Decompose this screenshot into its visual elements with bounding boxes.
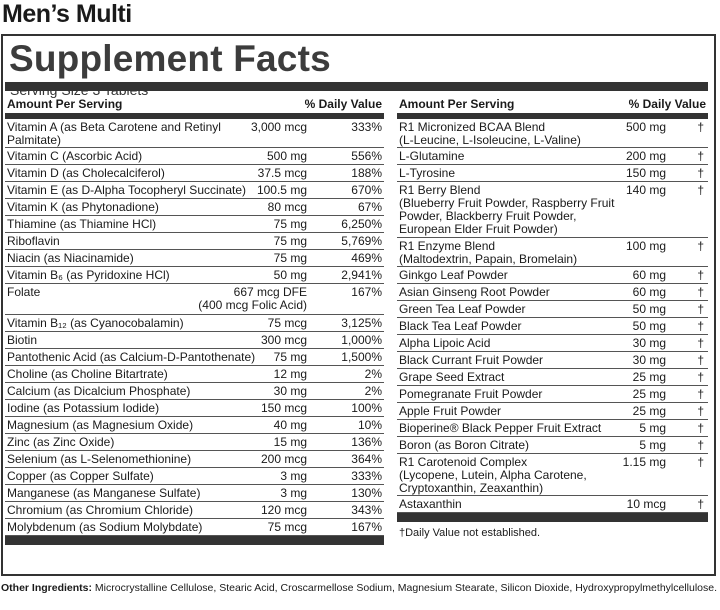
ingredient-amount: 80 mcg (267, 200, 307, 214)
ingredient-amount: 1.15 mg (622, 455, 666, 469)
daily-value-percent: † (697, 404, 704, 418)
daily-value-percent: † (697, 336, 704, 350)
ingredient-name: Biotin (7, 333, 38, 347)
left-nutrient-rows (5, 119, 384, 536)
ingredient-name: Molybdenum (as Sodium Molybdate) (7, 520, 203, 534)
daily-value-percent: 6,250% (341, 217, 382, 231)
ingredient-amount: 500 mg (266, 149, 307, 163)
ingredient-name: L-Glutamine (399, 149, 465, 163)
table-row (397, 352, 708, 369)
table-row (5, 250, 384, 267)
daily-value-percent: 2,941% (341, 268, 382, 282)
ingredient-amount: 50 mg (632, 319, 666, 333)
table-row (5, 400, 384, 417)
ingredient-name: Boron (as Boron Citrate) (399, 438, 530, 452)
ingredient-amount: 3 mg (280, 469, 307, 483)
ingredient-amount: 30 mg (632, 336, 666, 350)
table-row (397, 119, 708, 148)
ingredient-name: R1 Berry Blend (Blueberry Fruit Powder, Raspberry Fruit Powder, Blackberry Fruit Powder, European Elder Fruit Powder) (399, 183, 615, 236)
ingredient-name: Ginkgo Leaf Powder (399, 268, 508, 282)
daily-value-percent: 343% (351, 503, 382, 517)
right-ingredient-column (397, 96, 708, 539)
daily-value-heading: % Daily Value (304, 97, 382, 111)
table-row (5, 485, 384, 502)
ingredient-name: Calcium (as Dicalcium Phosphate) (7, 384, 191, 398)
ingredient-name: Iodine (as Potassium Iodide) (7, 401, 160, 415)
ingredient-name: Alpha Lipoic Acid (399, 336, 491, 350)
daily-value-percent: 2% (364, 384, 382, 398)
daily-value-percent: † (697, 268, 704, 282)
daily-value-percent: 167% (351, 285, 382, 299)
table-row (5, 502, 384, 519)
daily-value-percent: † (697, 370, 704, 384)
daily-value-percent: 333% (351, 120, 382, 134)
right-bottom-bar (397, 513, 708, 522)
ingredient-amount: 50 mg (632, 302, 666, 316)
other-ingredients-text: Microcrystalline Cellulose, Stearic Acid, Croscarmellose Sodium, Magnesium Stearate, Silicon Dioxide, Hydroxypropylmethylcellulose. (92, 582, 718, 594)
right-ingredient-rows (397, 119, 708, 513)
ingredient-amount: 25 mg (632, 404, 666, 418)
table-row (5, 349, 384, 366)
table-row (5, 468, 384, 485)
ingredient-name: Choline (as Choline Bitartrate) (7, 367, 168, 381)
ingredient-amount: 75 mg (273, 234, 307, 248)
ingredient-amount: 30 mg (273, 384, 307, 398)
ingredient-amount: 25 mg (632, 387, 666, 401)
daily-value-percent: 10% (357, 418, 382, 432)
ingredient-amount: 200 mg (625, 149, 666, 163)
daily-value-percent: 333% (351, 469, 382, 483)
ingredient-amount: 200 mcg (260, 452, 307, 466)
daily-value-percent: 469% (351, 251, 382, 265)
other-ingredients (1, 582, 717, 594)
daily-value-percent: † (697, 302, 704, 316)
ingredient-name: Copper (as Copper Sulfate) (7, 469, 154, 483)
ingredient-name: Bioperine® Black Pepper Fruit Extract (399, 421, 602, 435)
ingredient-name: Chromium (as Chromium Chloride) (7, 503, 194, 517)
amount-per-serving-heading: Amount Per Serving (399, 97, 515, 111)
table-row (397, 182, 708, 238)
ingredient-name: Vitamin K (as Phytonadione) (7, 200, 159, 214)
daily-value-percent: 188% (351, 166, 382, 180)
ingredient-name: R1 Enzyme Blend (Maltodextrin, Papain, Bromelain) (399, 239, 578, 266)
ingredient-name: Folate (7, 285, 41, 299)
table-row (397, 267, 708, 284)
ingredient-amount: 60 mg (632, 285, 666, 299)
ingredient-name: Green Tea Leaf Powder (399, 302, 526, 316)
ingredient-name: Magnesium (as Magnesium Oxide) (7, 418, 194, 432)
table-row (5, 267, 384, 284)
daily-value-percent: † (697, 149, 704, 163)
product-name: Men’s Multi (2, 0, 132, 28)
table-row (397, 454, 708, 496)
daily-value-heading: % Daily Value (628, 97, 706, 111)
ingredient-name: Vitamin D (as Cholecalciferol) (7, 166, 165, 180)
ingredient-name: Asian Ginseng Root Powder (399, 285, 550, 299)
daily-value-percent: 130% (351, 486, 382, 500)
ingredient-amount: 120 mcg (260, 503, 307, 517)
table-row (397, 496, 708, 513)
table-row (5, 165, 384, 182)
table-row (5, 216, 384, 233)
ingredient-name: Vitamin C (Ascorbic Acid) (7, 149, 143, 163)
table-row (397, 403, 708, 420)
table-row (397, 165, 708, 182)
ingredient-name: Apple Fruit Powder (399, 404, 502, 418)
ingredient-amount: 75 mcg (267, 316, 307, 330)
ingredient-name: Selenium (as L-Selenomethionine) (7, 452, 192, 466)
left-column-header (5, 96, 384, 119)
ingredient-amount: 10 mcg (626, 497, 666, 511)
other-ingredients-label: Other Ingredients: (1, 582, 93, 594)
top-divider-bar (5, 82, 708, 91)
ingredient-name: Astaxanthin (399, 497, 462, 511)
ingredient-amount: 300 mcg (260, 333, 307, 347)
table-row (5, 119, 384, 148)
right-column-header (397, 96, 708, 119)
ingredient-amount: 37.5 mcg (257, 166, 307, 180)
table-row (397, 420, 708, 437)
table-row (5, 182, 384, 199)
ingredient-amount: 30 mg (632, 353, 666, 367)
ingredient-amount: 12 mg (273, 367, 307, 381)
daily-value-percent: 364% (351, 452, 382, 466)
ingredient-name: Zinc (as Zinc Oxide) (7, 435, 115, 449)
ingredient-name: Black Currant Fruit Powder (399, 353, 544, 367)
daily-value-percent: 1,000% (341, 333, 382, 347)
ingredient-name: Pomegranate Fruit Powder (399, 387, 543, 401)
ingredient-amount: 100 mg (625, 239, 666, 253)
ingredient-amount: 60 mg (632, 268, 666, 282)
ingredient-amount: 25 mg (632, 370, 666, 384)
daily-value-percent: † (697, 421, 704, 435)
daily-value-percent: 2% (364, 367, 382, 381)
daily-value-percent: 5,769% (341, 234, 382, 248)
table-row (5, 417, 384, 434)
table-row (5, 199, 384, 216)
table-row (5, 434, 384, 451)
table-row (397, 335, 708, 352)
table-row (5, 366, 384, 383)
table-row (397, 238, 708, 267)
table-row (5, 383, 384, 400)
table-row (5, 451, 384, 468)
table-row (5, 148, 384, 165)
daily-value-percent: † (697, 497, 704, 511)
ingredient-amount: 140 mg (625, 183, 666, 197)
daily-value-footnote: †Daily Value not established. (399, 527, 541, 539)
ingredient-name: L-Tyrosine (399, 166, 456, 180)
ingredient-amount: 40 mg (273, 418, 307, 432)
left-bottom-bar (5, 536, 384, 545)
daily-value-percent: † (697, 319, 704, 333)
ingredient-name: Vitamin A (as Beta Carotene and Retinyl Palmitate) (7, 120, 221, 147)
ingredient-name: Niacin (as Niacinamide) (7, 251, 134, 265)
table-row (5, 519, 384, 536)
ingredient-name: Pantothenic Acid (as Calcium-D-Pantothenate) (7, 350, 256, 364)
daily-value-percent: 167% (351, 520, 382, 534)
ingredient-name: Manganese (as Manganese Sulfate) (7, 486, 201, 500)
ingredient-amount: 75 mg (273, 350, 307, 364)
table-row (397, 148, 708, 165)
ingredient-name: R1 Micronized BCAA Blend (L-Leucine, L-Isoleucine, L-Valine) (399, 120, 581, 147)
ingredient-name: Vitamin B₁₂ (as Cyanocobalamin) (7, 316, 184, 330)
daily-value-percent: † (697, 120, 704, 134)
daily-value-percent: 3,125% (341, 316, 382, 330)
daily-value-percent: † (697, 166, 704, 180)
table-row (397, 318, 708, 335)
table-row (5, 233, 384, 250)
daily-value-percent: † (697, 438, 704, 452)
table-row (5, 315, 384, 332)
table-row (397, 284, 708, 301)
daily-value-percent: 100% (351, 401, 382, 415)
ingredient-amount: 15 mg (273, 435, 307, 449)
daily-value-percent: † (697, 285, 704, 299)
ingredient-amount: 5 mg (639, 421, 666, 435)
table-row (5, 332, 384, 349)
ingredient-name: R1 Carotenoid Complex (Lycopene, Lutein, Alpha Carotene, Cryptoxanthin, Zeaxanthin) (399, 455, 587, 495)
ingredient-amount: 5 mg (639, 438, 666, 452)
daily-value-percent: 136% (351, 435, 382, 449)
daily-value-percent: 670% (351, 183, 382, 197)
daily-value-percent: 1,500% (341, 350, 382, 364)
amount-per-serving-heading: Amount Per Serving (7, 97, 123, 111)
daily-value-percent: † (697, 239, 704, 253)
daily-value-percent: 67% (357, 200, 382, 214)
table-row (5, 284, 384, 315)
ingredient-name: Vitamin B₆ (as Pyridoxine HCl) (7, 268, 170, 282)
ingredient-amount: 3 mg (280, 486, 307, 500)
panel-title: Supplement Facts (9, 38, 331, 79)
table-row (397, 369, 708, 386)
ingredient-amount: 150 mg (625, 166, 666, 180)
daily-value-percent: † (697, 353, 704, 367)
ingredient-name: Vitamin E (as D-Alpha Tocopheryl Succinate) (7, 183, 247, 197)
ingredient-name: Grape Seed Extract (399, 370, 505, 384)
ingredient-amount: 75 mg (273, 217, 307, 231)
ingredient-name: Thiamine (as Thiamine HCl) (7, 217, 157, 231)
table-row (397, 386, 708, 403)
ingredient-amount: 50 mg (273, 268, 307, 282)
table-row (397, 437, 708, 454)
ingredient-name: Riboflavin (7, 234, 60, 248)
left-nutrient-column (5, 96, 384, 545)
table-row (397, 301, 708, 318)
ingredient-amount: 3,000 mcg (250, 120, 307, 134)
ingredient-amount: 150 mcg (260, 401, 307, 415)
daily-value-percent: † (697, 183, 704, 197)
ingredient-amount: 75 mcg (267, 520, 307, 534)
ingredient-amount: 667 mcg DFE (400 mcg Folic Acid) (198, 285, 307, 312)
ingredient-name: Black Tea Leaf Powder (399, 319, 522, 333)
daily-value-percent: † (697, 387, 704, 401)
daily-value-percent: † (697, 455, 704, 469)
ingredient-amount: 75 mg (273, 251, 307, 265)
daily-value-percent: 556% (351, 149, 382, 163)
ingredient-amount: 100.5 mg (256, 183, 307, 197)
ingredient-amount: 500 mg (625, 120, 666, 134)
